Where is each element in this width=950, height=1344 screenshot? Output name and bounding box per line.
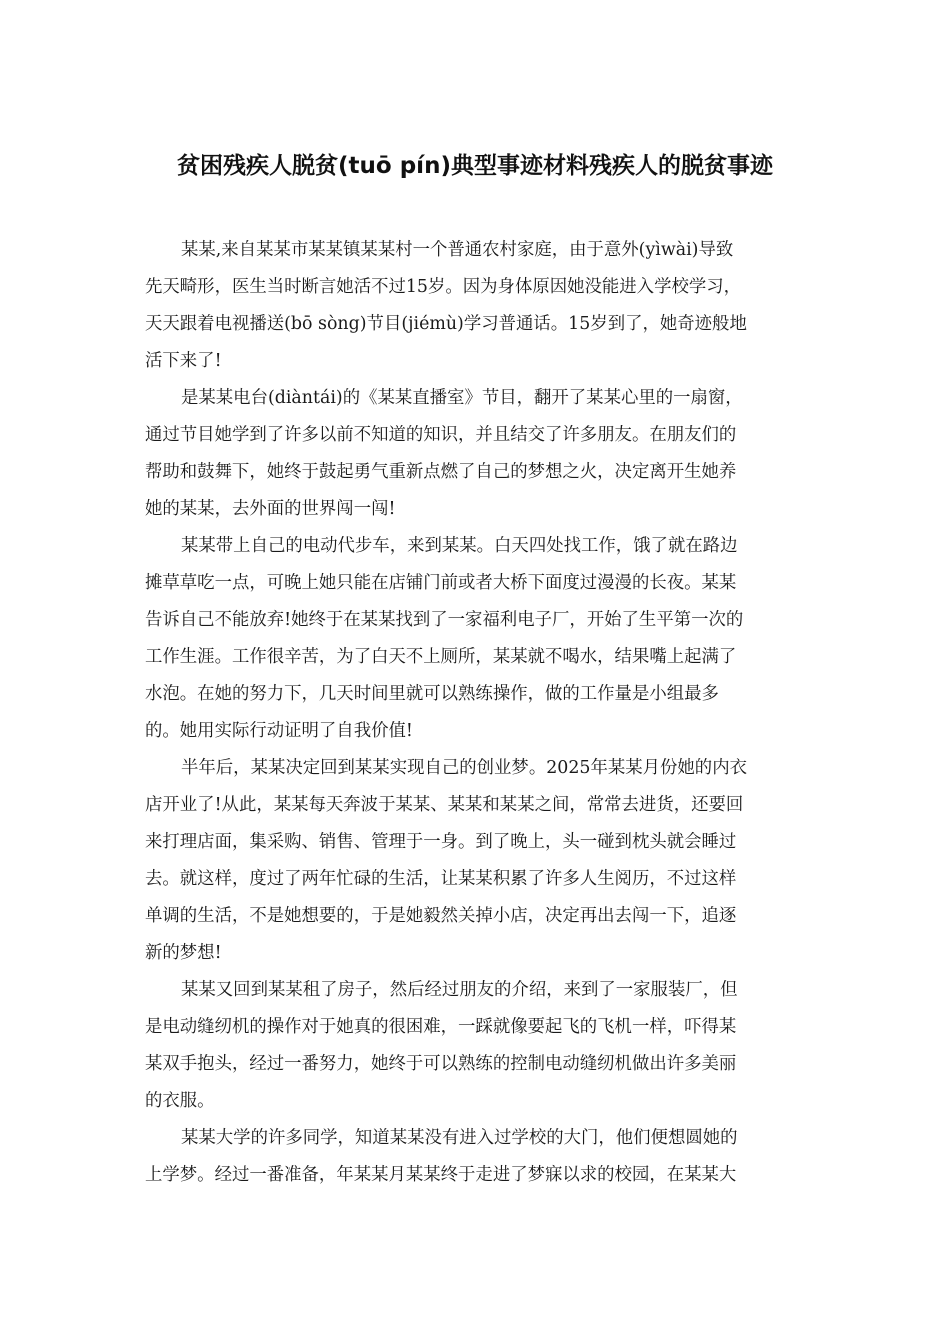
text-line: 是某某电台(diàntái)的《某某直播室》节目，翻开了某某心里的一扇窗， bbox=[181, 388, 743, 408]
text-line: 某某又回到某某租了房子，然后经过朋友的介绍，来到了一家服装厂，但 bbox=[181, 980, 738, 1000]
paragraph bbox=[145, 380, 805, 528]
text-line: 的。她用实际行动证明了自我价值! bbox=[145, 721, 413, 741]
text-line: 天天跟着电视播送(bō sòng)节目(jiémù)学习普通话。15岁到了，她奇迹般地 bbox=[145, 314, 747, 334]
text-line: 某某带上自己的电动代步车，来到某某。白天四处找工作，饿了就在路边 bbox=[181, 536, 738, 556]
text-line: 半年后，某某决定回到某某实现自己的创业梦。2025年某某月份她的内衣 bbox=[181, 758, 747, 778]
text-line: 某某,来自某某市某某镇某某村一个普通农村家庭，由于意外(yìwài)导致 bbox=[181, 240, 734, 260]
document-body bbox=[145, 232, 805, 1194]
paragraph bbox=[145, 750, 805, 972]
text-line: 摊草草吃一点，可晚上她只能在店铺门前或者大桥下面度过漫漫的长夜。某某 bbox=[145, 573, 737, 593]
paragraph bbox=[145, 1120, 805, 1194]
text-line: 来打理店面，集采购、销售、管理于一身。到了晚上，头一碰到枕头就会睡过 bbox=[145, 832, 737, 852]
text-line: 的衣服。 bbox=[145, 1091, 215, 1111]
text-line: 单调的生活，不是她想要的，于是她毅然关掉小店，决定再出去闯一下，追逐 bbox=[145, 906, 737, 926]
text-line: 是电动缝纫机的操作对于她真的很困难，一踩就像要起飞的飞机一样，吓得某 bbox=[145, 1017, 737, 1037]
text-line: 去。就这样，度过了两年忙碌的生活，让某某积累了许多人生阅历，不过这样 bbox=[145, 869, 737, 889]
text-line: 新的梦想! bbox=[145, 943, 222, 963]
text-line: 店开业了!从此，某某每天奔波于某某、某某和某某之间，常常去进货，还要回 bbox=[145, 795, 744, 815]
text-line: 工作生涯。工作很辛苦，为了白天不上厕所，某某就不喝水，结果嘴上起满了 bbox=[145, 647, 737, 667]
text-line: 上学梦。经过一番准备，年某某月某某终于走进了梦寐以求的校园，在某某大 bbox=[145, 1165, 737, 1185]
paragraph bbox=[145, 972, 805, 1120]
text-line: 某双手抱头，经过一番努力，她终于可以熟练的控制电动缝纫机做出许多美丽 bbox=[145, 1054, 737, 1074]
text-line: 某某大学的许多同学，知道某某没有进入过学校的大门，他们便想圆她的 bbox=[181, 1128, 738, 1148]
document-title: 贫困残疾人脱贫(tuō pín)典型事迹材料残疾人的脱贫事迹 bbox=[177, 153, 773, 179]
text-line: 她的某某，去外面的世界闯一闯! bbox=[145, 499, 396, 519]
text-line: 帮助和鼓舞下，她终于鼓起勇气重新点燃了自己的梦想之火，决定离开生她养 bbox=[145, 462, 737, 482]
text-line: 活下来了! bbox=[145, 351, 222, 371]
paragraph bbox=[145, 232, 805, 380]
paragraph bbox=[145, 528, 805, 750]
text-line: 水泡。在她的努力下，几天时间里就可以熟练操作，做的工作量是小组最多 bbox=[145, 684, 719, 704]
text-line: 先天畸形，医生当时断言她活不过15岁。因为身体原因她没能进入学校学习， bbox=[145, 277, 742, 297]
text-line: 通过节目她学到了许多以前不知道的知识，并且结交了许多朋友。在朋友们的 bbox=[145, 425, 737, 445]
text-line: 告诉自己不能放弃!她终于在某某找到了一家福利电子厂，开始了生平第一次的 bbox=[145, 610, 744, 630]
